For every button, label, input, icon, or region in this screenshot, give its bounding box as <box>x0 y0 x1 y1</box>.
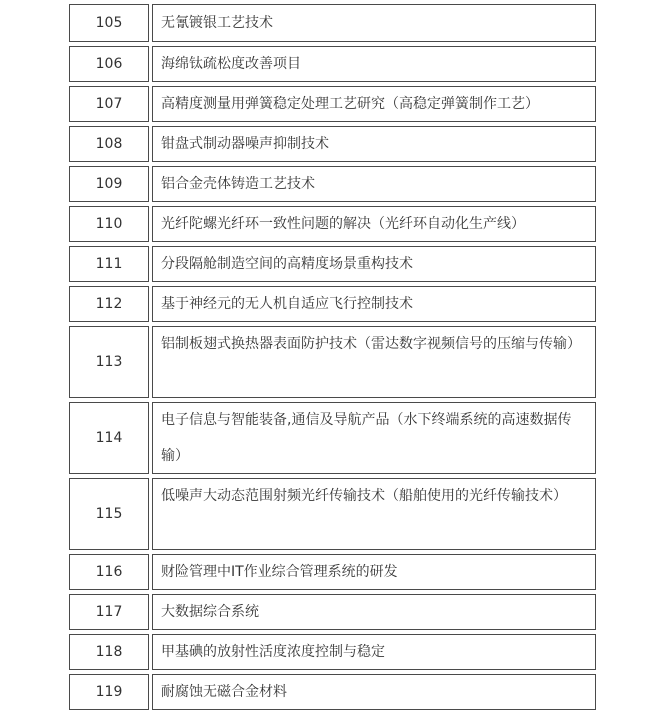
row-title: 基于神经元的无人机自适应飞行控制技术 <box>152 286 596 322</box>
row-title: 甲基碘的放射性活度浓度控制与稳定 <box>152 634 596 670</box>
row-number: 108 <box>69 126 149 162</box>
table-row <box>69 594 596 630</box>
table-row <box>69 286 596 322</box>
row-title-text: 低噪声大动态范围射频光纤传输技术（船舶使用的光纤传输技术） <box>161 488 567 504</box>
table-row <box>69 246 596 282</box>
row-title: 铝合金壳体铸造工艺技术 <box>152 166 596 202</box>
row-title-text: 电子信息与智能装备,通信及导航产品（水下终端系统的高速数据传输） <box>161 412 572 464</box>
table-row <box>69 554 596 590</box>
table-row <box>69 326 596 398</box>
row-number: 115 <box>69 478 149 550</box>
row-number: 112 <box>69 286 149 322</box>
row-number: 111 <box>69 246 149 282</box>
row-title: 财险管理中IT作业综合管理系统的研发 <box>152 554 596 590</box>
table-row <box>69 166 596 202</box>
table-row <box>69 478 596 550</box>
table-row <box>69 402 596 474</box>
row-title <box>152 478 596 550</box>
row-title: 无氰镀银工艺技术 <box>152 4 596 42</box>
row-title: 大数据综合系统 <box>152 594 596 630</box>
row-title: 分段隔舱制造空间的高精度场景重构技术 <box>152 246 596 282</box>
row-number: 119 <box>69 674 149 710</box>
row-number: 109 <box>69 166 149 202</box>
row-number: 113 <box>69 326 149 398</box>
row-number: 114 <box>69 402 149 474</box>
table-row <box>69 126 596 162</box>
table-row <box>69 46 596 82</box>
row-title: 海绵钛疏松度改善项目 <box>152 46 596 82</box>
row-title: 光纤陀螺光纤环一致性问题的解决（光纤环自动化生产线） <box>152 206 596 242</box>
projects-table <box>69 0 596 714</box>
row-title: 高精度测量用弹簧稳定处理工艺研究（高稳定弹簧制作工艺） <box>152 86 596 122</box>
table-row <box>69 206 596 242</box>
row-title <box>152 326 596 398</box>
table-row <box>69 674 596 710</box>
row-number: 116 <box>69 554 149 590</box>
row-number: 110 <box>69 206 149 242</box>
row-title <box>152 402 596 474</box>
row-title: 钳盘式制动器噪声抑制技术 <box>152 126 596 162</box>
row-title-text: 铝制板翅式换热器表面防护技术（雷达数字视频信号的压缩与传输） <box>161 336 581 352</box>
row-number: 107 <box>69 86 149 122</box>
table-row <box>69 4 596 42</box>
row-number: 105 <box>69 4 149 42</box>
table-row <box>69 634 596 670</box>
row-number: 118 <box>69 634 149 670</box>
row-number: 106 <box>69 46 149 82</box>
row-title: 耐腐蚀无磁合金材料 <box>152 674 596 710</box>
table-row <box>69 86 596 122</box>
row-number: 117 <box>69 594 149 630</box>
